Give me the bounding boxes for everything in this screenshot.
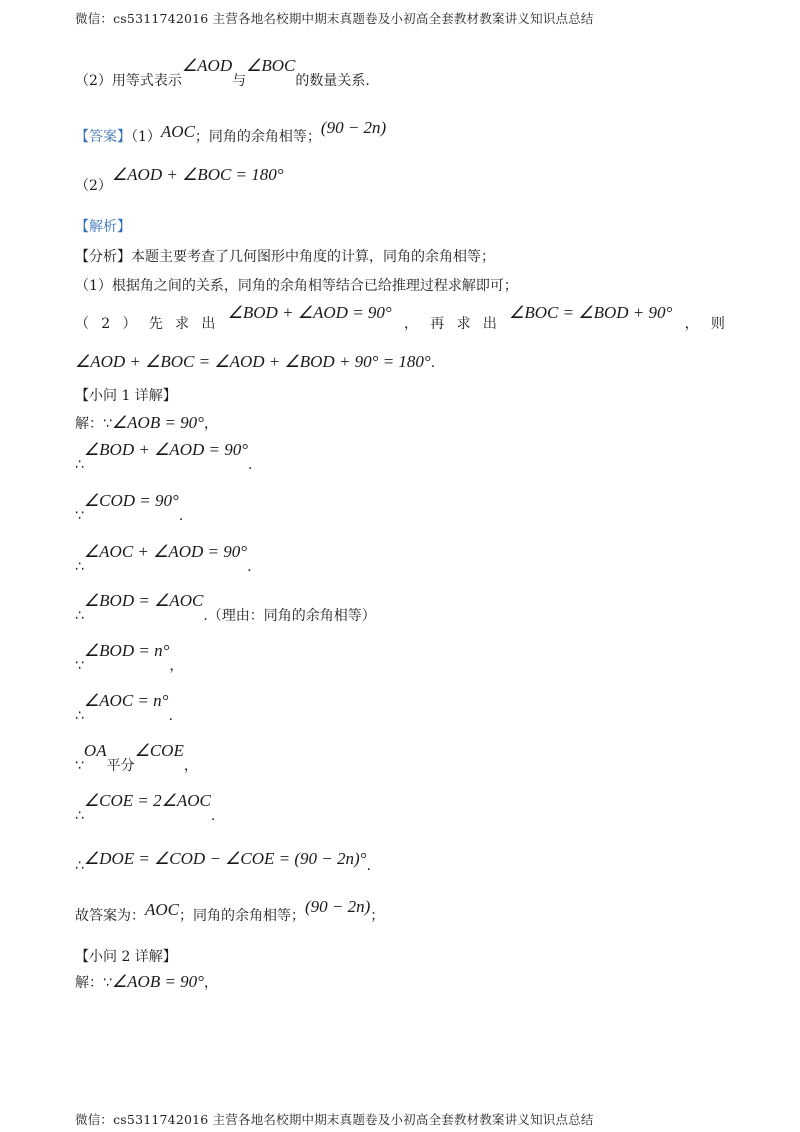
sol1-7-lead: ∴: [75, 708, 84, 724]
detail2-tag: 【小问 2 详解】: [75, 949, 177, 965]
conclusion: [75, 897, 385, 925]
page-footer: 微信：cs5311742016 主营各地名校期中期末真题卷及小初高全套教材教案讲义知识点总结: [75, 1112, 594, 1127]
step2-word-5: 求: [456, 316, 471, 332]
sol1-10-lead: ∴: [75, 858, 84, 874]
step2-word-1: 先: [148, 316, 163, 332]
answer-part1-label: （1）: [131, 129, 161, 145]
sol1-8-math-oa: OA: [83, 741, 107, 760]
q2-math-aod: ∠AOD: [181, 56, 233, 75]
detail1-tag: 【小问 1 详解】: [75, 388, 177, 404]
sol1-9-end: .: [210, 808, 216, 824]
analysis-tag: 【解析】: [75, 219, 131, 235]
step2-word-7: 则: [710, 316, 725, 332]
answer-tag: 【答案】: [75, 129, 131, 145]
sol1-1-end: ，: [203, 416, 218, 432]
conclusion-math-expr: (90 − 2n): [305, 897, 371, 916]
analysis-fenxi: 【分析】本题主要考查了几何图形中角度的计算，同角的余角相等；: [75, 249, 495, 265]
conclusion-prefix: 故答案为：: [75, 908, 145, 924]
sol1-8-lead: ∵: [75, 758, 84, 774]
sol1-line-4: [75, 542, 252, 576]
sol1-7-math: ∠AOC = n°: [83, 691, 169, 710]
q2-prefix: （2）用等式表示: [75, 73, 182, 89]
sol1-4-end: .: [247, 559, 252, 575]
sol1-line-7: [75, 691, 173, 725]
question-2: [75, 56, 370, 90]
sol1-2-math: ∠BOD + ∠AOD = 90°: [83, 440, 249, 459]
sol1-8-end: ，: [183, 758, 198, 774]
sol1-3-lead: ∵: [75, 508, 84, 524]
answer-text1: ；同角的余角相等；: [194, 129, 321, 145]
step2-math-1: ∠BOD + ∠AOD = 90°: [227, 303, 392, 322]
conclusion-math-aoc: AOC: [145, 900, 179, 919]
sol1-line-3: [75, 491, 184, 525]
sol1-line-1: [75, 413, 218, 433]
step2-paren-close: ）: [122, 316, 137, 332]
sol2-lead: 解：∵: [75, 975, 112, 991]
sol1-5-lead: ∴: [75, 608, 84, 624]
step2-comma-1: ，: [404, 316, 418, 332]
analysis-step2-line2: [75, 352, 435, 372]
sol1-6-lead: ∵: [75, 658, 84, 674]
sol1-6-math: ∠BOD = n°: [83, 641, 170, 660]
answer-math-expr: (90 − 2n): [320, 118, 387, 137]
sol1-6-end: ，: [169, 658, 184, 674]
sol1-4-lead: ∴: [75, 559, 84, 575]
sol1-2-lead: ∴: [75, 457, 84, 473]
answer-math-aoc: AOC: [160, 122, 195, 141]
q2-suffix: 的数量关系.: [295, 73, 370, 89]
step2-math-2: ∠BOC = ∠BOD + 90°: [509, 303, 673, 322]
sol1-9-math: ∠COE = 2∠AOC: [83, 791, 211, 810]
step2-word-2: 求: [175, 316, 190, 332]
step2-word-6: 出: [482, 316, 497, 332]
sol1-line-2: [75, 440, 253, 474]
sol1-line-6: [75, 641, 184, 675]
sol1-7-end: .: [168, 708, 173, 724]
sol2-math: ∠AOB = 90°: [111, 972, 204, 991]
step2-word-3: 出: [201, 316, 216, 332]
answer2-label: （2）: [75, 178, 112, 194]
analysis-step2: [75, 303, 725, 333]
sol1-8-math-coe: ∠COE: [134, 741, 184, 760]
q2-math-boc: ∠BOC: [246, 56, 296, 75]
answer-line-1: [75, 118, 387, 146]
conclusion-end: ；: [370, 908, 385, 924]
sol1-line-5: [75, 591, 376, 625]
step2-line2-end: .: [430, 355, 436, 371]
sol1-10-math: ∠DOE = ∠COD − ∠COE = (90 − 2n)°: [83, 849, 367, 868]
step2-number: 2: [101, 316, 111, 332]
sol2-line-1: [75, 972, 218, 992]
step2-line2-math: ∠AOD + ∠BOC = ∠AOD + ∠BOD + 90° = 180°: [75, 352, 431, 371]
step2-comma-2: ，: [684, 316, 699, 332]
sol1-line-8: [75, 741, 198, 775]
sol1-2-end: .: [248, 457, 253, 473]
sol1-line-9: [75, 791, 216, 825]
conclusion-mid: ；同角的余角相等；: [179, 908, 305, 924]
step2-word-4: 再: [430, 316, 445, 332]
analysis-step1: （1）根据角之间的关系，同角的余角相等结合已给推理过程求解即可；: [75, 278, 518, 294]
sol1-1-lead: 解：∵: [75, 416, 112, 432]
sol1-3-end: .: [178, 508, 184, 524]
answer-line-2: [75, 165, 284, 195]
q2-mid: 与: [232, 73, 247, 89]
sol1-3-math: ∠COD = 90°: [83, 491, 179, 510]
sol1-10-end: .: [366, 858, 371, 874]
sol1-8-mid: 平分: [106, 758, 135, 774]
page-header: 微信：cs5311742016 主营各地名校期中期末真题卷及小初高全套教材教案讲义知识点总结: [75, 11, 594, 26]
sol1-1-math: ∠AOB = 90°: [111, 413, 204, 432]
step2-paren-open: （: [75, 316, 89, 332]
sol2-end: ，: [203, 975, 218, 991]
sol1-5-end: .（理由：同角的余角相等）: [203, 608, 376, 624]
sol1-5-math: ∠BOD = ∠AOC: [83, 591, 204, 610]
sol1-4-math: ∠AOC + ∠AOD = 90°: [83, 542, 248, 561]
sol1-line-10: [75, 849, 371, 875]
answer2-math: ∠AOD + ∠BOC = 180°: [111, 165, 284, 184]
sol1-9-lead: ∴: [75, 808, 84, 824]
